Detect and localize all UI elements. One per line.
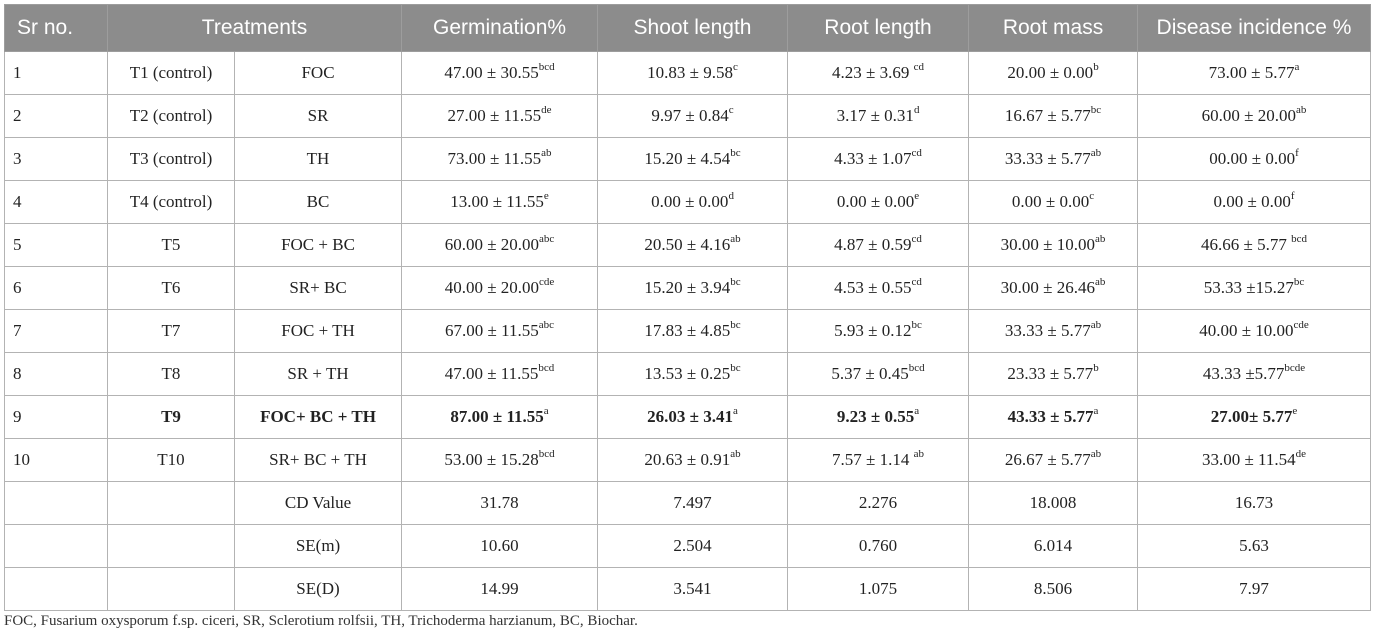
cell-shoot-length-value: 15.20 ± 4.54 [644,149,731,168]
cell-root-mass [969,439,1138,482]
cell-root-mass-value: 30.00 ± 10.00 [1000,235,1095,254]
cell-root-mass [969,181,1138,224]
table-body [5,52,1371,611]
cell-shoot-length-letters: bc [730,147,741,160]
cell-germination [402,439,598,482]
cell-treatment: T5 [108,224,235,267]
cell-disease-incidence [1138,267,1371,310]
cell-disease-incidence-letters: de [1295,448,1307,461]
cell-germination [402,138,598,181]
cell-shoot-length-value: 10.83 ± 9.58 [647,63,733,82]
cell-germination-value: 40.00 ± 20.00 [444,278,540,297]
cell-root-length-value: 4.53 ± 0.55 [834,278,912,297]
cell-germination-value: 60.00 ± 20.00 [444,235,540,254]
cell-disease-incidence-value: 27.00± 5.77 [1210,407,1293,426]
cell-empty [5,482,108,525]
cell-shoot-length [598,310,788,353]
cell-sr-no: 8 [5,353,108,396]
cell-sr-no: 3 [5,138,108,181]
stats-row [5,525,1371,568]
cell-germination-value: 27.00 ± 11.55 [447,106,542,125]
cell-root-mass-letters: c [1089,190,1095,203]
cell-root-length-value: 5.37 ± 0.45 [831,364,909,383]
cell-germination-letters: bcd [538,362,555,375]
stat-germination: 10.60 [402,525,598,568]
cell-disease-incidence-letters: bcd [1291,233,1307,246]
cell-disease-incidence [1138,95,1371,138]
cell-root-mass [969,52,1138,95]
cell-agent: BC [235,181,402,224]
cell-root-length-letters: d [913,104,920,117]
cell-shoot-length [598,95,788,138]
cell-treatment: T2 (control) [108,95,235,138]
cell-shoot-length [598,439,788,482]
cell-disease-incidence [1138,52,1371,95]
header-root-mass: Root mass [969,5,1138,52]
cell-germination-letters: bcd [538,61,555,74]
cell-disease-incidence [1138,353,1371,396]
table-row [5,353,1371,396]
cell-treatment: T3 (control) [108,138,235,181]
cell-root-mass [969,138,1138,181]
cell-root-mass-letters: ab [1090,147,1102,160]
cell-sr-no: 5 [5,224,108,267]
cell-disease-incidence [1138,138,1371,181]
cell-root-mass [969,310,1138,353]
cell-root-mass-value: 33.33 ± 5.77 [1004,321,1091,340]
cell-germination-value: 13.00 ± 11.55 [450,192,544,211]
cell-root-length-letters: ab [913,448,924,461]
cell-disease-incidence-value: 73.00 ± 5.77 [1208,63,1295,82]
cell-root-mass [969,396,1138,439]
cell-empty [5,525,108,568]
cell-root-mass-value: 43.33 ± 5.77 [1007,407,1094,426]
cell-sr-no: 10 [5,439,108,482]
cell-germination-letters: e [543,190,549,203]
cell-germination [402,396,598,439]
cell-empty [108,525,235,568]
cell-germination-letters: a [543,405,549,418]
cell-treatment: T4 (control) [108,181,235,224]
cell-root-length-value: 9.23 ± 0.55 [836,407,915,426]
cell-root-mass-value: 20.00 ± 0.00 [1007,63,1094,82]
cell-agent: TH [235,138,402,181]
stat-shoot-length: 3.541 [598,568,788,611]
cell-disease-incidence-value: 53.33 ±15.27 [1203,278,1294,297]
cell-root-mass-letters: ab [1094,276,1106,289]
stat-shoot-length: 7.497 [598,482,788,525]
header-row [5,5,1371,52]
cell-disease-incidence [1138,181,1371,224]
stat-root-length: 1.075 [788,568,969,611]
cell-sr-no: 1 [5,52,108,95]
stat-disease-incidence: 16.73 [1138,482,1371,525]
cell-shoot-length [598,224,788,267]
stat-shoot-length: 2.504 [598,525,788,568]
cell-shoot-length [598,181,788,224]
cell-agent: FOC [235,52,402,95]
cell-root-mass [969,353,1138,396]
cell-germination-value: 87.00 ± 11.55 [450,407,544,426]
cell-germination [402,52,598,95]
footnote: FOC, Fusarium oxysporum f.sp. ciceri, SR, Sclerotium rolfsii, TH, Trichoderma harzianum, BC, Biochar. [4,613,638,629]
cell-root-length [788,138,969,181]
stat-label: SE(m) [235,525,402,568]
cell-disease-incidence [1138,310,1371,353]
cell-treatment: T10 [108,439,235,482]
cell-sr-no: 2 [5,95,108,138]
cell-agent: FOC+ BC + TH [235,396,402,439]
cell-root-length [788,310,969,353]
cell-shoot-length-value: 9.97 ± 0.84 [651,106,729,125]
cell-shoot-length-value: 15.20 ± 3.94 [644,278,731,297]
cell-root-length [788,181,969,224]
header-disease-incidence: Disease incidence % [1138,5,1371,52]
cell-agent: FOC + BC [235,224,402,267]
cell-root-length-letters: cd [911,276,922,289]
cell-empty [108,482,235,525]
cell-root-length-letters: cd [913,61,924,74]
cell-disease-incidence [1138,396,1371,439]
cell-agent: SR+ BC + TH [235,439,402,482]
header-sr-no: Sr no. [5,5,108,52]
stat-root-mass: 6.014 [969,525,1138,568]
cell-shoot-length [598,52,788,95]
cell-root-length [788,224,969,267]
header-germination: Germination% [402,5,598,52]
cell-disease-incidence [1138,439,1371,482]
cell-shoot-length-value: 0.00 ± 0.00 [651,192,729,211]
cell-shoot-length-letters: bc [730,276,741,289]
cell-disease-incidence-value: 60.00 ± 20.00 [1201,106,1296,125]
cell-sr-no: 9 [5,396,108,439]
stat-disease-incidence: 5.63 [1138,525,1371,568]
cell-sr-no: 6 [5,267,108,310]
table-row [5,396,1371,439]
cell-germination [402,267,598,310]
table-row [5,181,1371,224]
cell-disease-incidence-value: 00.00 ± 0.00 [1209,149,1296,168]
cell-root-mass-letters: ab [1090,448,1102,461]
cell-shoot-length [598,138,788,181]
cell-root-mass-value: 26.67 ± 5.77 [1004,450,1091,469]
cell-disease-incidence-value: 46.66 ± 5.77 [1201,235,1292,254]
cell-root-length-value: 3.17 ± 0.31 [836,106,914,125]
table-row [5,52,1371,95]
cell-disease-incidence-value: 0.00 ± 0.00 [1213,192,1291,211]
cell-root-length-value: 0.00 ± 0.00 [836,192,915,211]
stats-row [5,482,1371,525]
cell-germination-value: 53.00 ± 15.28 [444,450,539,469]
cell-germination [402,353,598,396]
cell-treatment: T1 (control) [108,52,235,95]
cell-disease-incidence-letters: e [1292,405,1298,418]
table-row [5,138,1371,181]
cell-germination-letters: ab [541,147,552,160]
cell-disease-incidence-letters: f [1290,190,1295,203]
cell-germination-value: 67.00 ± 11.55 [445,321,539,340]
cell-agent: SR + TH [235,353,402,396]
cell-shoot-length-letters: c [728,104,734,117]
cell-disease-incidence-letters: bcde [1284,362,1306,375]
cell-shoot-length-value: 17.83 ± 4.85 [644,321,731,340]
cell-germination [402,95,598,138]
cell-germination-value: 73.00 ± 11.55 [447,149,542,168]
cell-treatment: T6 [108,267,235,310]
table-row [5,224,1371,267]
cell-root-mass-letters: b [1093,362,1099,375]
header-root-length: Root length [788,5,969,52]
cell-root-mass-value: 16.67 ± 5.77 [1004,106,1091,125]
results-table [4,4,1371,611]
cell-root-mass-value: 0.00 ± 0.00 [1011,192,1090,211]
cell-root-length [788,52,969,95]
cell-root-length-letters: bc [911,319,922,332]
cell-root-length-value: 4.33 ± 1.07 [834,149,912,168]
cell-root-mass-value: 33.33 ± 5.77 [1004,149,1091,168]
cell-disease-incidence [1138,224,1371,267]
cell-root-mass-letters: ab [1090,319,1102,332]
cell-shoot-length [598,267,788,310]
cell-root-length-letters: cd [911,233,922,246]
cell-treatment: T7 [108,310,235,353]
cell-disease-incidence-letters: a [1294,61,1300,74]
cell-treatment: T9 [108,396,235,439]
stat-root-mass: 8.506 [969,568,1138,611]
table-row [5,95,1371,138]
cell-germination-letters: bcd [538,448,555,461]
cell-root-length [788,95,969,138]
cell-shoot-length [598,396,788,439]
cell-disease-incidence-letters: f [1295,147,1299,160]
stat-label: CD Value [235,482,402,525]
stat-germination: 31.78 [402,482,598,525]
cell-root-mass-letters: a [1093,405,1099,418]
cell-shoot-length-value: 26.03 ± 3.41 [647,407,733,426]
cell-disease-incidence-letters: bc [1293,276,1305,289]
cell-germination-letters: cde [539,276,555,289]
cell-empty [108,568,235,611]
cell-germination-letters: abc [538,319,554,332]
cell-root-mass-letters: ab [1094,233,1106,246]
cell-germination-value: 47.00 ± 30.55 [444,63,539,82]
cell-shoot-length-letters: bc [730,362,741,375]
cell-root-mass-value: 23.33 ± 5.77 [1007,364,1094,383]
cell-germination [402,224,598,267]
stat-root-length: 2.276 [788,482,969,525]
cell-germination [402,181,598,224]
table-row [5,439,1371,482]
cell-root-length-value: 4.87 ± 0.59 [834,235,912,254]
cell-root-length-value: 4.23 ± 3.69 [832,63,914,82]
table-row [5,310,1371,353]
stat-germination: 14.99 [402,568,598,611]
stat-root-mass: 18.008 [969,482,1138,525]
cell-sr-no: 7 [5,310,108,353]
cell-germination [402,310,598,353]
header-shoot-length: Shoot length [598,5,788,52]
cell-root-length [788,439,969,482]
cell-treatment: T8 [108,353,235,396]
cell-root-length [788,353,969,396]
cell-disease-incidence-value: 40.00 ± 10.00 [1199,321,1294,340]
cell-agent: SR [235,95,402,138]
cell-root-length-letters: e [914,190,920,203]
cell-root-length [788,396,969,439]
stat-label: SE(D) [235,568,402,611]
cell-germination-value: 47.00 ± 11.55 [444,364,539,383]
cell-root-length [788,267,969,310]
cell-root-length-value: 5.93 ± 0.12 [834,321,912,340]
cell-root-mass [969,224,1138,267]
cell-sr-no: 4 [5,181,108,224]
stats-row [5,568,1371,611]
cell-root-mass-letters: bc [1090,104,1102,117]
table-header [5,5,1371,52]
cell-shoot-length-letters: a [732,405,738,418]
cell-shoot-length-letters: ab [730,448,741,461]
cell-shoot-length-letters: ab [730,233,741,246]
cell-root-length-value: 7.57 ± 1.14 [832,450,914,469]
cell-disease-incidence-value: 33.00 ± 11.54 [1201,450,1296,469]
cell-shoot-length-value: 20.63 ± 0.91 [644,450,731,469]
cell-root-length-letters: cd [911,147,922,160]
cell-shoot-length-letters: bc [730,319,741,332]
cell-root-mass-letters: b [1093,61,1099,74]
cell-root-length-letters: a [914,405,920,418]
cell-root-mass-value: 30.00 ± 26.46 [1000,278,1095,297]
cell-agent: FOC + TH [235,310,402,353]
cell-shoot-length-value: 13.53 ± 0.25 [644,364,731,383]
cell-shoot-length-letters: c [732,61,738,74]
cell-root-mass [969,95,1138,138]
stat-root-length: 0.760 [788,525,969,568]
cell-germination-letters: de [541,104,552,117]
cell-disease-incidence-letters: cde [1293,319,1309,332]
header-treatments: Treatments [108,5,402,52]
cell-empty [5,568,108,611]
cell-root-length-letters: bcd [908,362,925,375]
cell-shoot-length-letters: d [728,190,734,203]
cell-disease-incidence-value: 43.33 ±5.77 [1202,364,1285,383]
stat-disease-incidence: 7.97 [1138,568,1371,611]
cell-shoot-length [598,353,788,396]
cell-shoot-length-value: 20.50 ± 4.16 [644,235,731,254]
cell-agent: SR+ BC [235,267,402,310]
cell-root-mass [969,267,1138,310]
cell-disease-incidence-letters: ab [1295,104,1307,117]
table-row [5,267,1371,310]
cell-germination-letters: abc [539,233,555,246]
